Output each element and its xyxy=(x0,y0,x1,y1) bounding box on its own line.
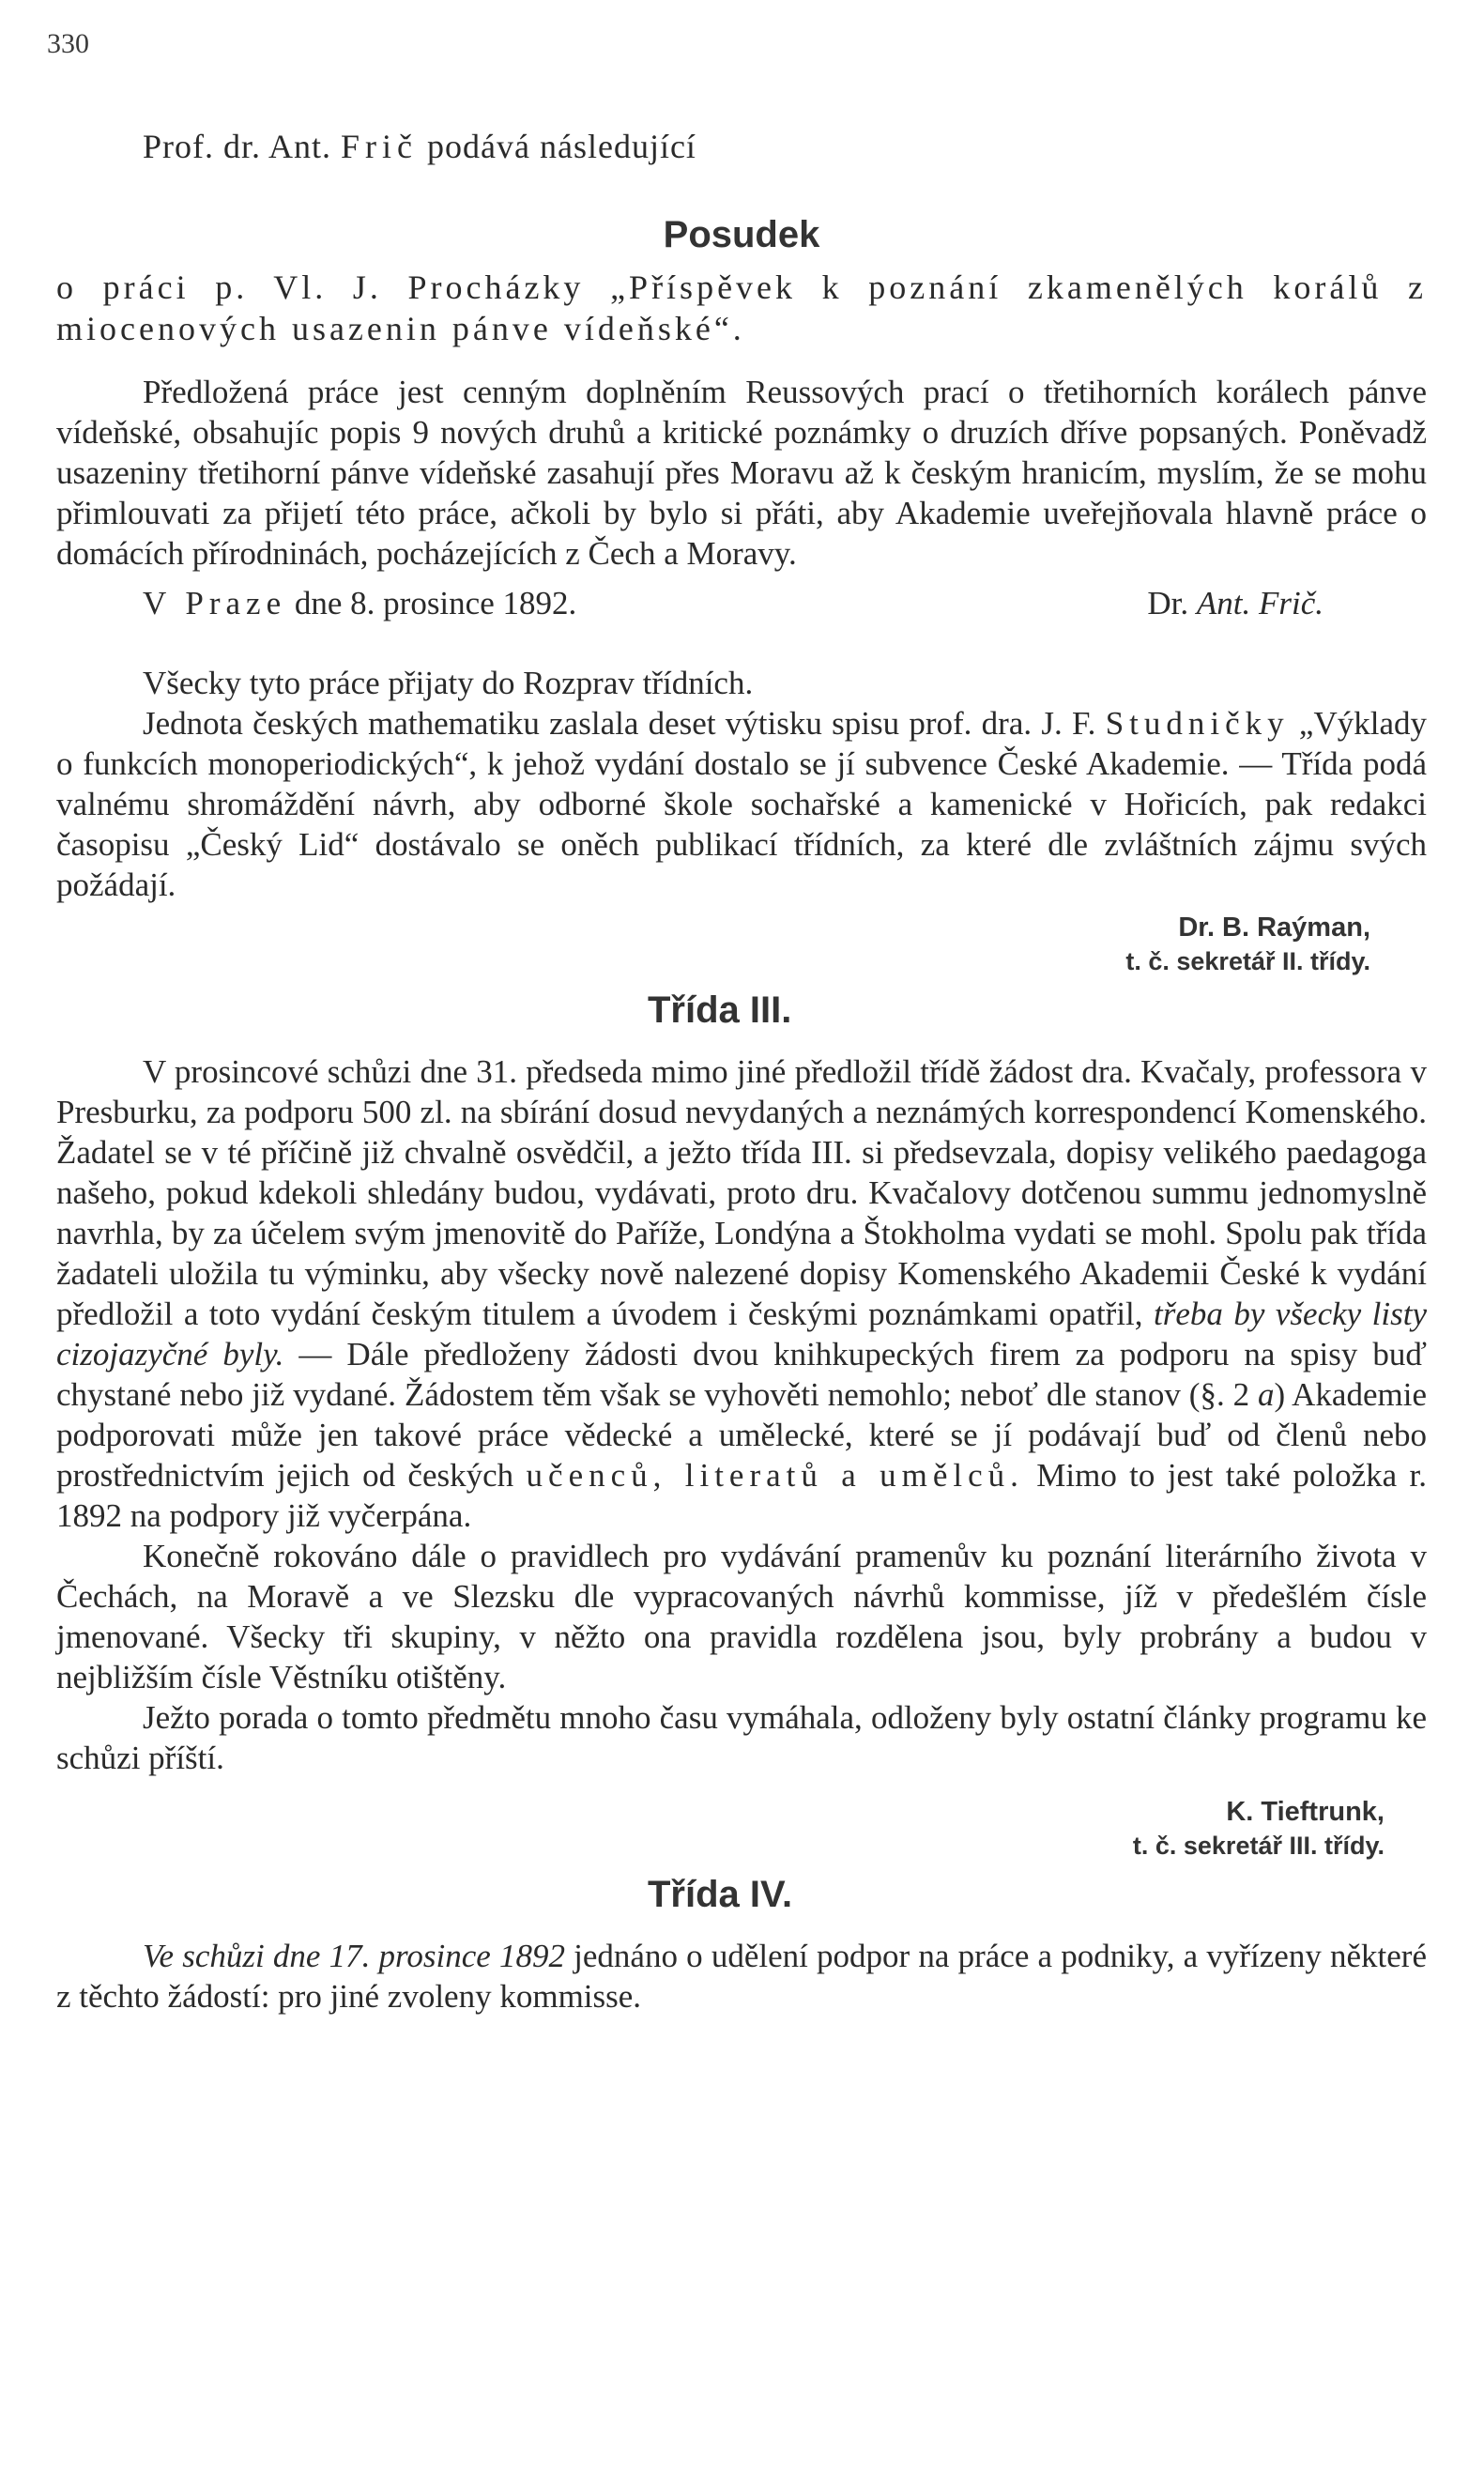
class3-p1-spaced: učenců, literatů a umělců. xyxy=(526,1457,1024,1494)
subject-prefix: o práci p. Vl. J. xyxy=(56,268,408,306)
page-number: 330 xyxy=(47,28,89,59)
class3-p1-c: ) Akademie podporovati může jen takové práce vědecké a umělecké, které se jí podávají buď od členů nebo prostřednictvím jejich od českých xyxy=(56,1376,1427,1494)
class4-paragraph-1 xyxy=(56,1936,1427,2017)
class4-heading: Třída IV. xyxy=(648,1874,793,1915)
class3-paragraph-3: Ježto porada o tomto předmětu mnoho času vymáhala, odloženy byly ostatní články programu ke schůzi příští. xyxy=(56,1699,1427,1776)
class2-signer-title: t. č. sekretář II. třídy. xyxy=(1125,947,1370,975)
class3-p1-b: — Dále předloženy žádosti dvou knihkupeckých firem za podporu na spisy buď chystané nebo již vydané. Žádostem těm však se vyhověti nemohlo; neboť dle stanov (§. 2 xyxy=(56,1336,1427,1413)
intro-suffix: podává následující xyxy=(418,128,696,165)
class3-signer: K. Tieftrunk, xyxy=(1226,1797,1385,1827)
class2-signer: Dr. B. Raýman, xyxy=(1178,912,1370,943)
class2-p2-b: „Výklady o funkcích monoperiodických“, k jehož vydání dostalo se jí subvence České Akademie. — Třída podá valnému shromáždění návrh, aby odborné škole sochařské a kamenické v Hořicích, pak redakci časopisu „Český Lid“ dostávalo se oněch publikací třídních, za které dle zvláštních zájmu svých požádají. xyxy=(56,705,1427,903)
class3-p1-a: V prosincové schůzi dne 31. předseda mimo jiné předložil třídě žádost dra. Kvačaly, professora v Presburku, za podporu 500 zl. na sbírání dosud nevydaných a neznámých korrespondencí Komenského. Žadatel se v té příčině již chvalně osvědčil, a ježto třída III. si předsevzala, dopisy velikého paedagoga našeho, pokud kdekoli shledány budou, vydávati, proto dru. Kvačalovy dotčenou summu jednomyslně navrhla, by za účelem svým jmenovitě do Paříže, Londýna a Štokholma vydati se mohl. Spolu pak třída žadateli uložila tu výminku, aby všecky nově nalezené dopisy Komenského Akademii České k vydání předložil a toto vydání českým titulem a úvodem i českými poznámkami opatřil, xyxy=(56,1053,1427,1332)
posudek-heading: Posudek xyxy=(663,214,820,255)
author-prefix: Dr. xyxy=(1147,585,1197,621)
class3-paragraph-1 xyxy=(56,1051,1427,1536)
place-spaced: V Praze xyxy=(143,585,287,621)
class2-signature xyxy=(56,911,1427,978)
intro-line xyxy=(143,122,1427,171)
author-name: Ant. Frič. xyxy=(1196,585,1323,621)
class2-p2-name: Studničky xyxy=(1105,705,1290,742)
class3-paragraph-2: Konečně rokováno dále o pravidlech pro vydávání pramenův ku poznání literárního života v Čechách, na Moravě a ve Slezsku dle vypracovaných návrhů kommisse, jíž v předešlém čísle jmenované. Všecky tři skupiny, v něžto ona pravidla rozdělena jsou, byly probrány a budou v nejbližším čísle Věstníku otištěny. xyxy=(56,1538,1427,1695)
class3-p1-d: Mimo to jest také položka r. 1892 na podpory již vyčerpána. xyxy=(56,1457,1427,1534)
intro-name: Frič xyxy=(341,128,419,165)
date-rest: dne 8. prosince 1892. xyxy=(286,585,577,621)
class3-p1-italic2: a xyxy=(1258,1376,1275,1413)
class3-p1-italic: třeba by všecky listy cizojazyčné byly. xyxy=(56,1296,1427,1373)
class3-signature xyxy=(56,1795,1427,1863)
posudek-author xyxy=(1147,583,1323,623)
posudek-subject xyxy=(56,267,1427,349)
class2-p2-a: Jednota českých mathematiku zaslala deset výtisku spisu prof. dra. J. F. xyxy=(143,705,1106,742)
posudek-signline xyxy=(56,583,1427,623)
class3-signer-title: t. č. sekretář III. třídy. xyxy=(1132,1832,1385,1860)
subject-title: „Příspěvek k poznání zkamenělých korálů z miocenových usazenin pánve vídeňské“. xyxy=(56,268,1427,347)
section-gap xyxy=(56,623,1427,663)
class4-p1-rest: jednáno o udělení podpor na práce a podniky, a vyřízeny některé z těchto žádostí: pro jiné zvoleny kommisse. xyxy=(56,1938,1427,2015)
class4-p1-italic: Ve schůzi dne 17. prosince 1892 xyxy=(143,1938,565,1974)
text-column xyxy=(56,122,1427,2017)
subject-author: Procházky xyxy=(407,268,585,306)
intro-prefix: Prof. dr. Ant. xyxy=(143,128,342,165)
class2-paragraph-2 xyxy=(56,703,1427,905)
posudek-place-date xyxy=(143,583,576,623)
class2-paragraph-1: Všecky tyto práce přijaty do Rozprav třídních. xyxy=(143,665,754,701)
posudek-body: Předložená práce jest cenným doplněním Reussových prací o třetihorních korálech pánve vídeňské, obsahujíc popis 9 nových druhů a kritické poznámky o druzích dříve popsaných. Poněvadž usazeniny třetihorní pánve vídeňské zasahují přes Moravu až k českým hranicím, myslím, že se mohu přimlouvati za přijetí této práce, ačkoli by bylo si přáti, aby Akademie uveřejňovala hlavně práce o domácích přírodninách, pocházejících z Čech a Moravy. xyxy=(56,374,1427,572)
class3-heading: Třída III. xyxy=(648,989,792,1031)
